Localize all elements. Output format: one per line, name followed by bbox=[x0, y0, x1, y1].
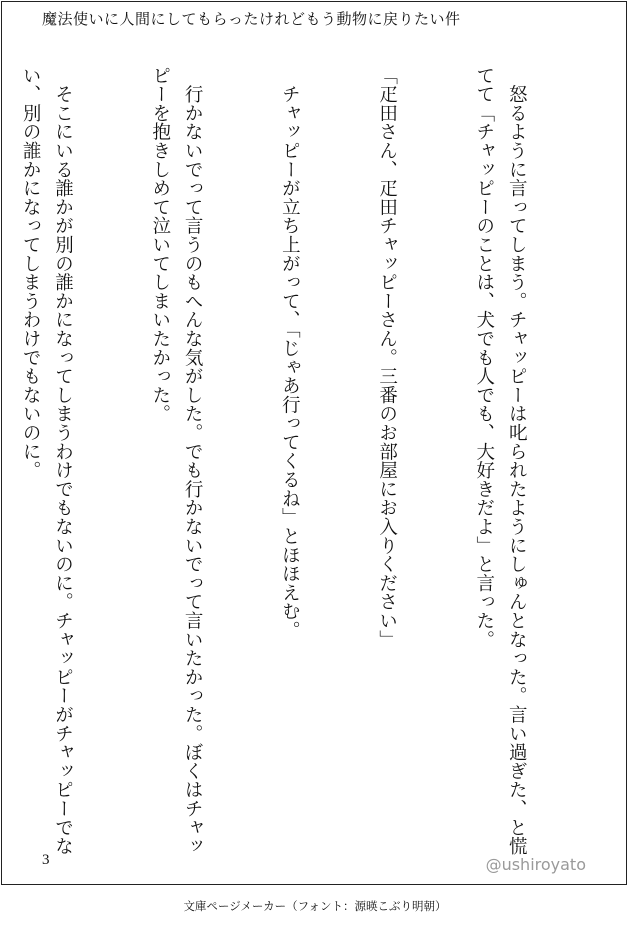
footer-credit: 文庫ページメーカー（フォント：源暎こぶり明朝） bbox=[183, 899, 447, 913]
page-number: 3 bbox=[42, 852, 50, 868]
paragraph: 「疋田さん、疋田チャッピーさん。三番のお部屋にお入りください」 bbox=[376, 66, 398, 649]
paragraph: 怒るように言ってしまう。チャッピーは叱られたようにしゅんとなった。言い過ぎた、と慌てて「チャッピーのことは、犬でも人でも、大好きだよ」と言った。 bbox=[473, 66, 528, 856]
page-frame bbox=[1, 1, 627, 885]
paragraph: そこにいる誰かが別の誰かになってしまうわけでもないのに。チャッピーがチャッピーでない、別の誰かになってしまうわけでもないのに。 bbox=[20, 66, 74, 856]
vertical-body-text bbox=[20, 66, 597, 856]
paragraph: 行かないでって言うのもへんな気がした。でも行かないでって言いたかった。ぼくはチャッピーを抱きしめて泣いてしまいたかった。 bbox=[149, 66, 204, 856]
paragraph: チャッピーが立ち上がって、「じゃあ行ってくるね」とほほえむ。 bbox=[279, 66, 301, 640]
author-handle: @ushiroyato bbox=[485, 855, 586, 874]
running-header-title: 魔法使いに人間にしてもらったけれどもう動物に戻りたい件 bbox=[42, 10, 461, 28]
